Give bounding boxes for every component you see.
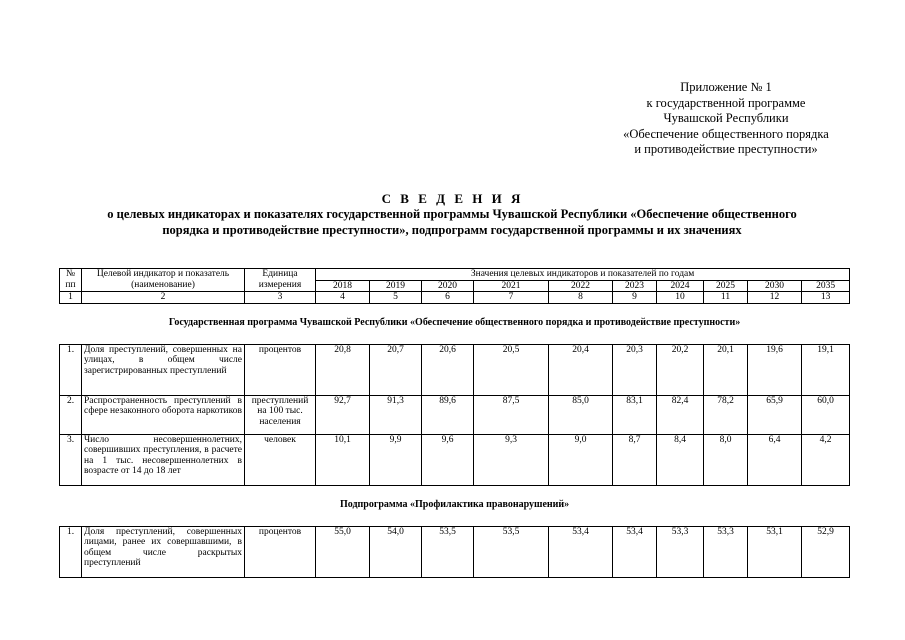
header-num: № пп xyxy=(60,269,82,292)
indicator-value: 10,1 xyxy=(316,434,370,485)
section-title: Государственная программа Чувашской Республики «Обеспечение общественного порядка и противодействие преступности» xyxy=(60,303,850,344)
column-number: 7 xyxy=(474,292,549,304)
column-number: 1 xyxy=(60,292,82,304)
table-row xyxy=(60,434,850,485)
column-number: 9 xyxy=(613,292,657,304)
indicator-value: 20,8 xyxy=(316,344,370,395)
indicator-value: 53,5 xyxy=(474,526,549,577)
indicator-value: 20,5 xyxy=(474,344,549,395)
indicator-value: 54,0 xyxy=(370,526,422,577)
indicator-value: 53,1 xyxy=(748,526,802,577)
indicator-value: 91,3 xyxy=(370,395,422,434)
indicators-table xyxy=(59,268,850,578)
indicator-value: 87,5 xyxy=(474,395,549,434)
indicator-value: 60,0 xyxy=(802,395,850,434)
indicator-value: 20,6 xyxy=(422,344,474,395)
year-header: 2023 xyxy=(613,280,657,292)
indicator-value: 20,1 xyxy=(704,344,748,395)
indicator-value: 20,2 xyxy=(657,344,704,395)
indicator-value: 78,2 xyxy=(704,395,748,434)
row-number: 1. xyxy=(60,344,82,395)
indicator-value: 20,4 xyxy=(549,344,613,395)
indicator-value: 9,6 xyxy=(422,434,474,485)
indicator-value: 6,4 xyxy=(748,434,802,485)
header-unit: Единица измерения xyxy=(245,269,316,292)
indicator-value: 4,2 xyxy=(802,434,850,485)
column-number: 4 xyxy=(316,292,370,304)
year-header: 2020 xyxy=(422,280,474,292)
header-indicator: Целевой индикатор и показатель (наименование) xyxy=(82,269,245,292)
indicator-value: 8,7 xyxy=(613,434,657,485)
indicator-name: Доля преступлений, совершенных на улицах, в общем числе зарегистрированных преступлений xyxy=(82,344,245,395)
column-number: 5 xyxy=(370,292,422,304)
unit-of-measure: процентов xyxy=(245,526,316,577)
section-row xyxy=(60,485,850,526)
year-header: 2035 xyxy=(802,280,850,292)
section-row xyxy=(60,303,850,344)
unit-of-measure: человек xyxy=(245,434,316,485)
year-header: 2030 xyxy=(748,280,802,292)
unit-of-measure: процентов xyxy=(245,344,316,395)
indicator-name: Число несовершеннолетних, совершивших преступления, в расчете на 1 тыс. несовершеннолетних в возрасте от 14 до 18 лет xyxy=(82,434,245,485)
column-number: 6 xyxy=(422,292,474,304)
indicator-value: 9,9 xyxy=(370,434,422,485)
appendix-line: к государственной программе xyxy=(646,95,806,110)
year-header: 2022 xyxy=(549,280,613,292)
table-header-row xyxy=(60,269,850,281)
document-title: С В Е Д Е Н И Я xyxy=(381,191,524,206)
table-row xyxy=(60,344,850,395)
column-number: 2 xyxy=(82,292,245,304)
indicator-value: 53,5 xyxy=(422,526,474,577)
indicator-value: 55,0 xyxy=(316,526,370,577)
indicator-value: 89,6 xyxy=(422,395,474,434)
indicator-value: 19,6 xyxy=(748,344,802,395)
header-values-by-year: Значения целевых индикаторов и показателей по годам xyxy=(316,269,850,281)
appendix-line: Чувашской Республики xyxy=(663,111,789,125)
indicator-value: 9,3 xyxy=(474,434,549,485)
indicator-value: 53,4 xyxy=(549,526,613,577)
indicator-value: 92,7 xyxy=(316,395,370,434)
column-numbers-row xyxy=(60,292,850,304)
document-subtitle xyxy=(52,207,852,238)
indicator-value: 8,4 xyxy=(657,434,704,485)
indicator-value: 52,9 xyxy=(802,526,850,577)
indicator-value: 82,4 xyxy=(657,395,704,434)
indicator-value: 19,1 xyxy=(802,344,850,395)
indicator-value: 20,3 xyxy=(613,344,657,395)
year-header: 2024 xyxy=(657,280,704,292)
indicator-value: 9,0 xyxy=(549,434,613,485)
indicator-value: 53,3 xyxy=(657,526,704,577)
appendix-line: Приложение № 1 xyxy=(680,80,772,94)
appendix-line: и противодействие преступности» xyxy=(634,142,818,156)
column-number: 12 xyxy=(748,292,802,304)
row-number: 2. xyxy=(60,395,82,434)
row-number: 1. xyxy=(60,526,82,577)
indicator-value: 20,7 xyxy=(370,344,422,395)
year-header: 2018 xyxy=(316,280,370,292)
appendix-line: «Обеспечение общественного порядка xyxy=(623,126,829,141)
unit-of-measure: преступлений на 100 тыс. населения xyxy=(245,395,316,434)
indicator-value: 65,9 xyxy=(748,395,802,434)
section-title: Подпрограмма «Профилактика правонарушений» xyxy=(60,485,850,526)
column-number: 11 xyxy=(704,292,748,304)
indicator-value: 53,3 xyxy=(704,526,748,577)
indicator-value: 8,0 xyxy=(704,434,748,485)
column-number: 3 xyxy=(245,292,316,304)
indicator-name: Доля преступлений, совершенных лицами, ранее их совершавшими, в общем числе раскрытых преступлений xyxy=(82,526,245,577)
column-number: 8 xyxy=(549,292,613,304)
column-number: 13 xyxy=(802,292,850,304)
subtitle-line: порядка и противодействие преступности», подпрограмм государственной программы и их значениях xyxy=(162,222,742,237)
appendix-block xyxy=(600,80,852,158)
subtitle-line: о целевых индикаторах и показателях государственной программы Чувашской Республики «Обеспечение общественного xyxy=(107,207,797,221)
table-row xyxy=(60,526,850,577)
indicator-name: Распространенность преступлений в сфере незаконного оборота наркотиков xyxy=(82,395,245,434)
indicator-value: 85,0 xyxy=(549,395,613,434)
year-header: 2021 xyxy=(474,280,549,292)
year-header: 2025 xyxy=(704,280,748,292)
column-number: 10 xyxy=(657,292,704,304)
year-header: 2019 xyxy=(370,280,422,292)
indicator-value: 83,1 xyxy=(613,395,657,434)
row-number: 3. xyxy=(60,434,82,485)
indicator-value: 53,4 xyxy=(613,526,657,577)
table-row xyxy=(60,395,850,434)
